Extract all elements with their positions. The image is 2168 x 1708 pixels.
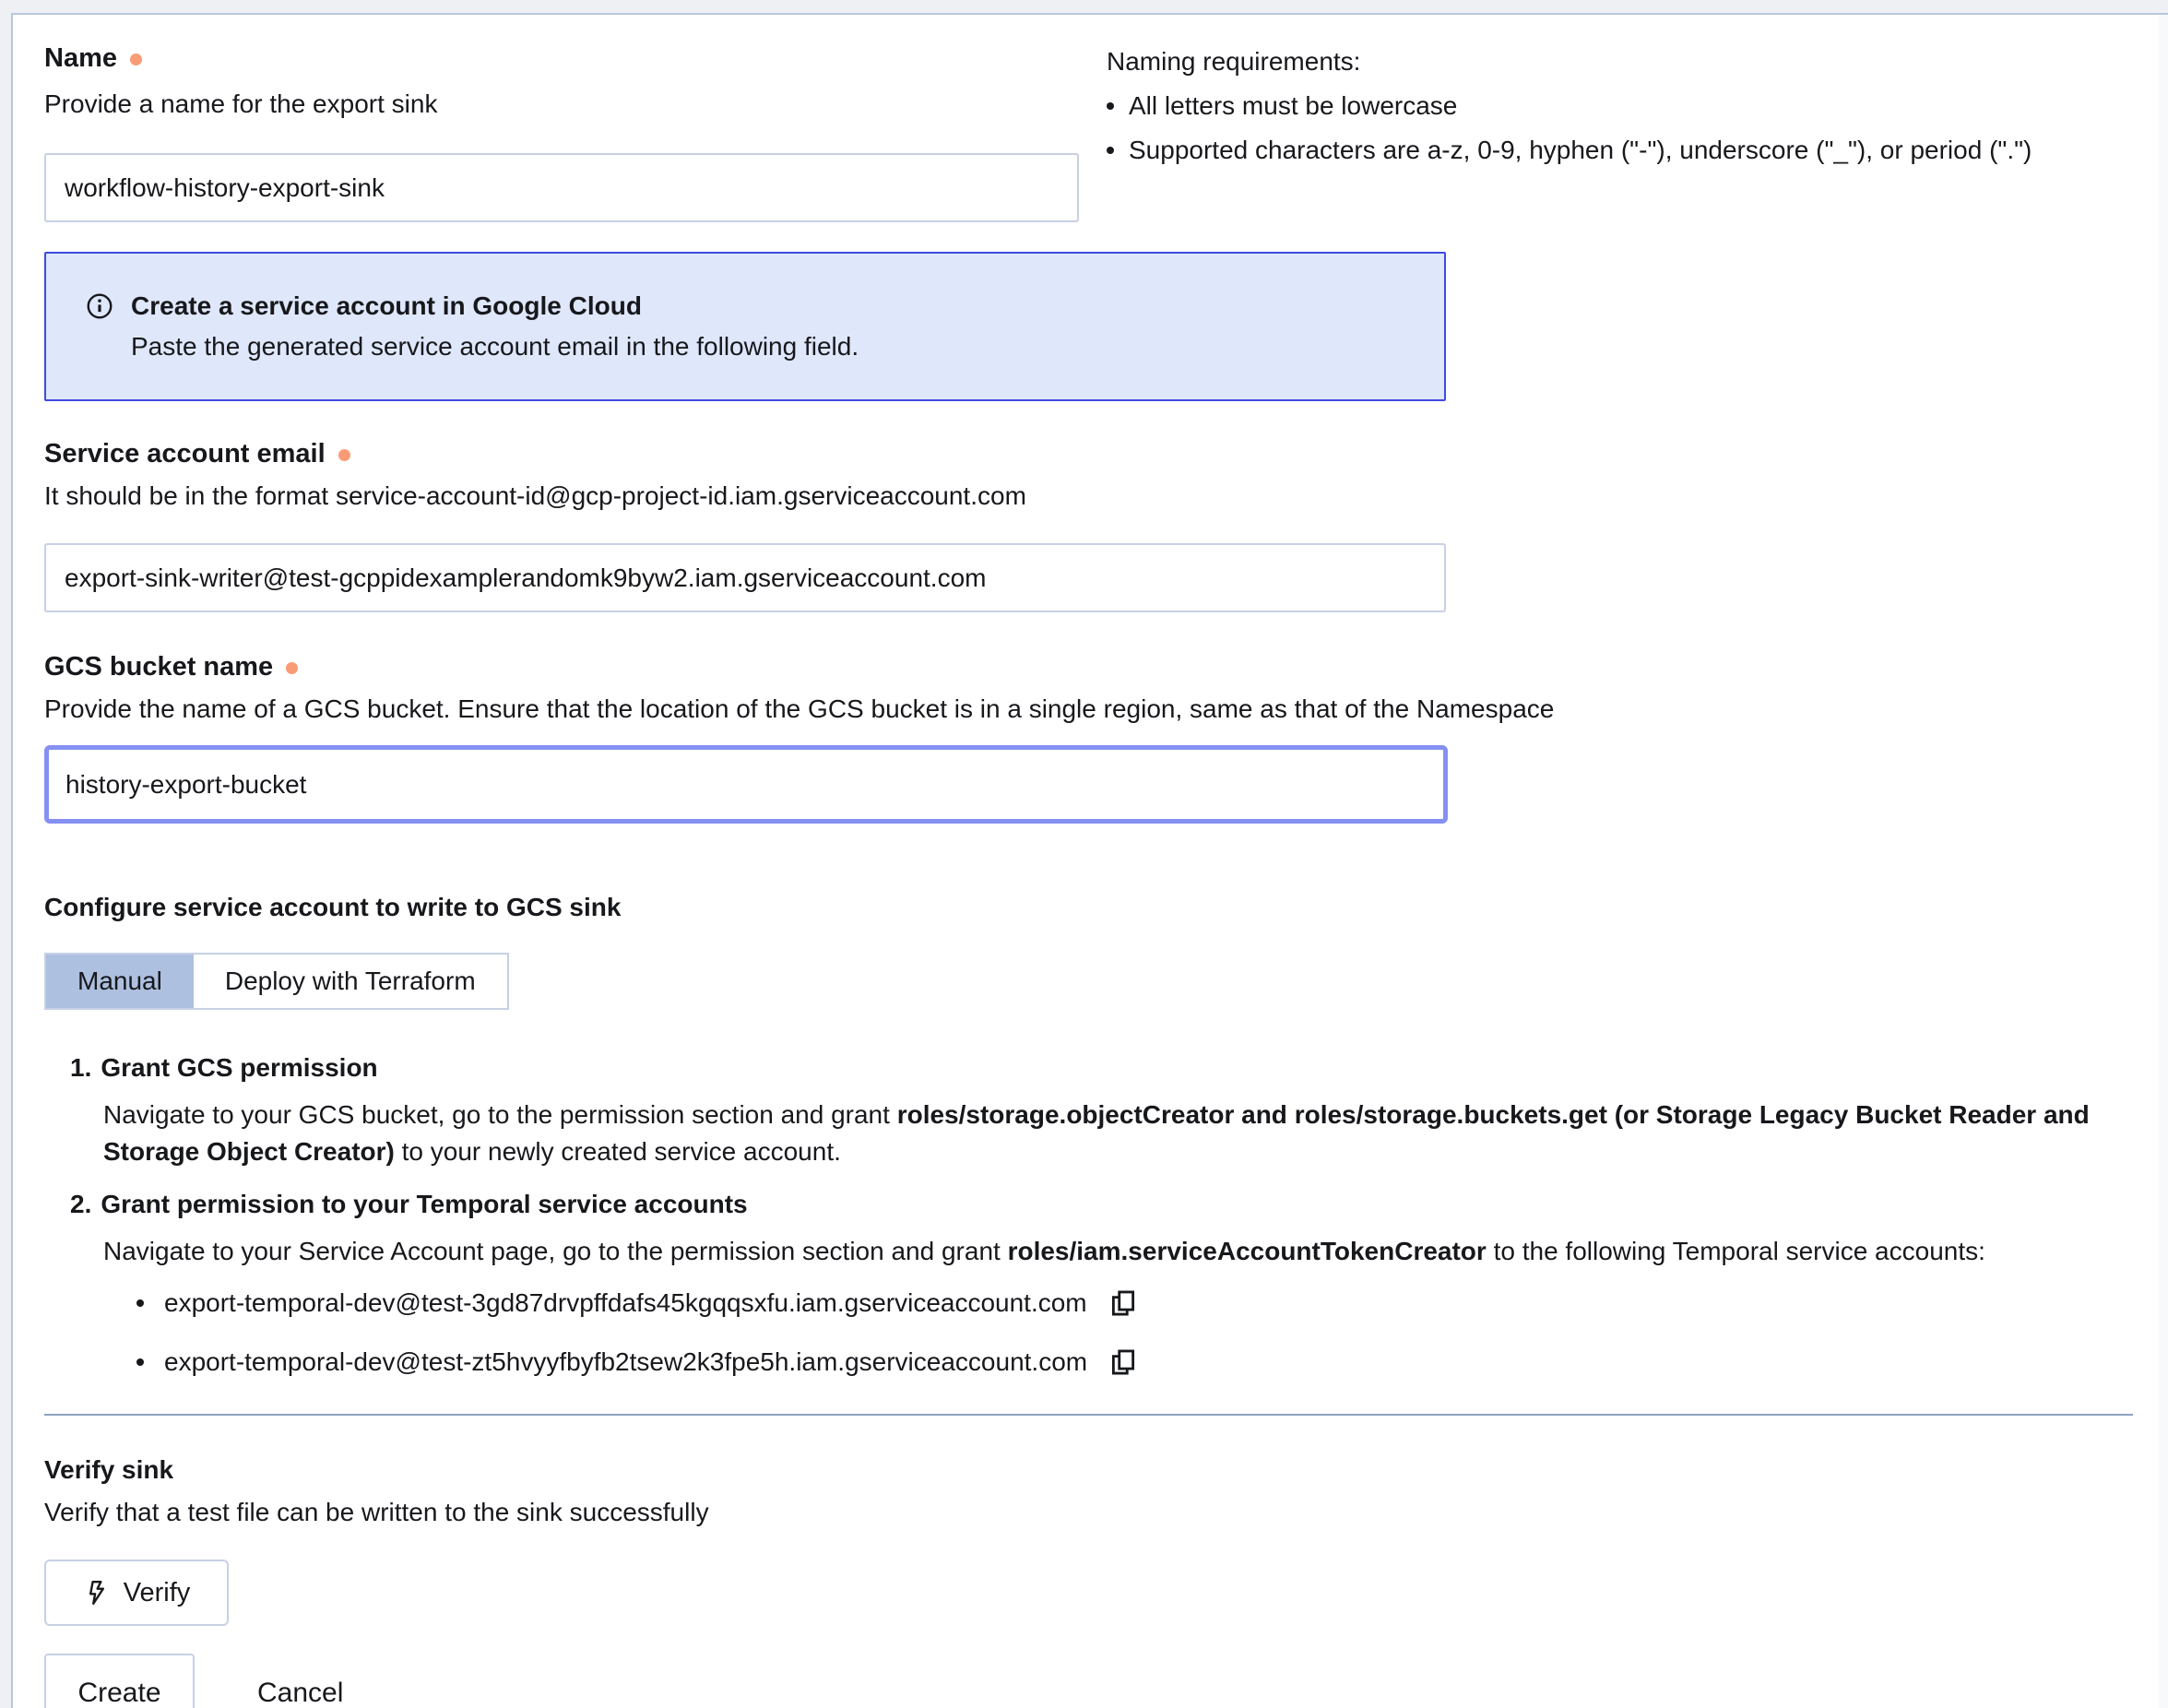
export-sink-form [11, 13, 2168, 1708]
service-account-email: export-temporal-dev@test-3gd87drvpffdafs45kgqqsxfu.iam.gserviceaccount.com [164, 1288, 1087, 1317]
configure-tabs [44, 953, 509, 1010]
info-circle-icon [85, 291, 114, 321]
required-indicator [338, 449, 350, 461]
configure-section-title: Configure service account to write to GCS sink [44, 893, 622, 921]
naming-requirements-list [1107, 90, 2032, 166]
lightning-bolt-icon [83, 1579, 111, 1607]
step-title: Grant GCS permission [101, 1053, 378, 1082]
gcs-bucket-name-label: GCS bucket name [44, 652, 274, 682]
name-and-requirements-row [44, 42, 2133, 222]
verify-sink-description: Verify that a test file can be written to the sink successfully [44, 1498, 709, 1526]
name-description: Provide a name for the export sink [44, 89, 438, 118]
list-item [1107, 90, 2032, 122]
tab-deploy-with-terraform[interactable]: Deploy with Terraform [194, 955, 507, 1008]
service-account-email: export-temporal-dev@test-zt5hvyyfbyfb2tsew2k3fpe5h.iam.gserviceaccount.com [164, 1347, 1088, 1376]
bullet-icon [1107, 102, 1114, 110]
step-title: Grant permission to your Temporal service accounts [101, 1190, 748, 1218]
verify-button[interactable] [44, 1560, 229, 1626]
form-actions [44, 1654, 2133, 1708]
copy-icon[interactable] [1108, 1287, 1139, 1319]
info-banner [44, 252, 1446, 401]
name-label: Name [44, 43, 117, 73]
name-input[interactable] [44, 153, 1079, 222]
gcs-bucket-name-description: Provide the name of a GCS bucket. Ensure that the location of the GCS bucket is in a single region, same as that of the Namespace [44, 694, 1555, 723]
verify-button-label: Verify [123, 1577, 191, 1607]
required-indicator [286, 662, 298, 674]
step-number: 2. [70, 1190, 92, 1218]
tab-manual[interactable]: Manual [46, 955, 194, 1008]
requirement-text: All letters must be lowercase [1129, 91, 1458, 120]
gcs-bucket-name-input-focused [44, 745, 1448, 824]
scrollbar-track[interactable] [2159, 15, 2168, 1708]
list-item [136, 1344, 2133, 1381]
step-number: 1. [70, 1053, 92, 1082]
temporal-service-account-list [136, 1285, 2133, 1381]
naming-requirements-title: Naming requirements: [1107, 47, 1361, 76]
divider [44, 1414, 2133, 1416]
gcs-bucket-name-input[interactable] [49, 750, 1443, 819]
bullet-icon [136, 1299, 144, 1307]
service-account-email-description: It should be in the format service-account-id@gcp-project-id.iam.gserviceaccount.com [44, 481, 1026, 510]
list-item [1107, 135, 2032, 166]
info-banner-body: Paste the generated service account email in the following field. [131, 332, 859, 361]
step-grant-temporal-permission [44, 1189, 2133, 1270]
requirement-text: Supported characters are a-z, 0-9, hyphen ("-"), underscore ("_"), or period (".") [1129, 136, 2032, 164]
service-account-email-label: Service account email [44, 439, 326, 469]
bullet-icon [1107, 147, 1114, 154]
info-banner-title: Create a service account in Google Cloud [131, 291, 642, 320]
step-grant-gcs-permission [44, 1052, 2133, 1170]
naming-requirements [1107, 46, 2032, 179]
cancel-button[interactable]: Cancel [257, 1654, 343, 1708]
service-account-email-input[interactable] [44, 543, 1446, 612]
verify-sink-title: Verify sink [44, 1455, 174, 1484]
list-item [136, 1285, 2133, 1322]
create-button[interactable]: Create [44, 1654, 195, 1708]
required-indicator [130, 53, 142, 65]
copy-icon[interactable] [1108, 1346, 1139, 1378]
step-body: Navigate to your GCS bucket, go to the permission section and grant roles/storage.objectCreator and roles/storage.buckets.get (or Storage Legacy Bucket Reader and Storage Object Creator) to your newly created service account. [103, 1100, 2090, 1166]
step-body: Navigate to your Service Account page, go to the permission section and grant roles/iam.serviceAccountTokenCreator to the following Temporal service accounts: [103, 1237, 1985, 1265]
bullet-icon [136, 1358, 144, 1366]
